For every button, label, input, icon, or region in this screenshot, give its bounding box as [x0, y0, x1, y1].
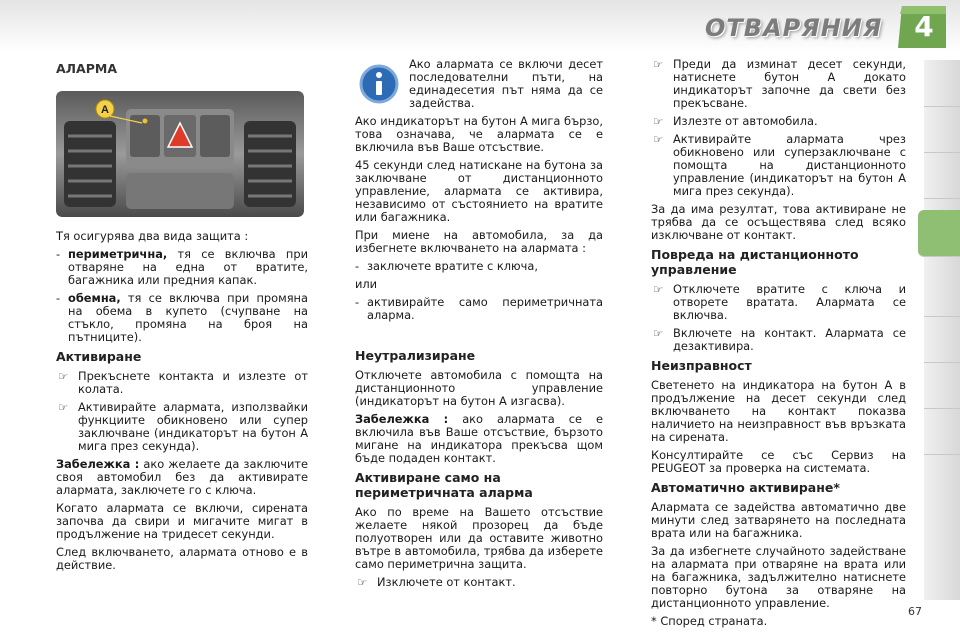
- chapter-title: ОТВАРЯНИЯ: [705, 14, 883, 42]
- info-icon: [355, 58, 409, 110]
- paragraph: При миене на автомобила, за да избегнете включването на алармата :: [355, 228, 603, 255]
- side-tab-8[interactable]: [924, 408, 960, 455]
- step-item: ☞ Прекъснете контакта и излезте от колата.: [58, 369, 308, 396]
- paragraph: Когато алармата се включи, сирената започва да свири и мигачите мигат в продължение на тридесет секунди.: [56, 501, 308, 541]
- section-title-auto-activation: Автоматично активиране*: [651, 480, 840, 495]
- step-item: ☞ Изключете от контакт.: [357, 575, 516, 589]
- photo-button-label: A: [101, 104, 109, 116]
- pointing-hand-icon: ☞: [653, 132, 664, 146]
- side-tab-5[interactable]: [924, 270, 960, 317]
- step-item: ☞ Включете на контакт. Алармата се дезактивира.: [653, 326, 906, 353]
- section-title-remote-fault: Повреда на дистанционното управление: [651, 247, 859, 277]
- section-title-alarm: АЛАРМА: [56, 61, 118, 76]
- paragraph: Светенето на индикатора на бутон А в продължение на десет секунди след включването на контакт показва наличието на неизправност във връзката на сирената.: [651, 378, 906, 444]
- paragraph: За да избегнете случайното задействане на алармата при отваряне на врата или на багажника, задължително натиснете повторно бутона за отваряне на дистанционното управление.: [651, 544, 906, 610]
- section-title-neutralisation: Неутрализиране: [355, 348, 476, 363]
- paragraph: За да има резултат, това активиране не трябва да се осъществява след всяко изключване от контакт.: [651, 202, 906, 242]
- paragraph: Отключете автомобила с помощта на дистанционното управление (индикаторът на бутон А изгасва).: [355, 368, 603, 408]
- or-text: или: [355, 277, 378, 291]
- paragraph: 45 секунди след натискане на бутона за заключване от дистанционното управление, алармата се активира, независимо от състоянието на вратите или багажника.: [355, 158, 603, 224]
- step-item: ☞ Активирайте алармата, използвайки функциите обикновено или супер заключване (индикаторът на бутон А мига през секунда).: [58, 400, 308, 453]
- intro-text: Тя осигурява два вида защита :: [56, 229, 249, 243]
- pointing-hand-icon: ☞: [357, 575, 368, 589]
- footnote: * Според страната.: [651, 614, 768, 628]
- note: Забележка : ако желаете да заключите своя автомобил без да активирате алармата, заключете го с ключа.: [56, 457, 308, 497]
- step-item: ☞ Преди да изминат десет секунди, натиснете бутон А докато индикаторът започне да свети без прекъсване.: [653, 57, 906, 110]
- section-title-malfunction: Неизправност: [651, 358, 752, 373]
- dashboard-photo: [56, 91, 304, 217]
- column-2: [355, 58, 603, 594]
- list-item: - активирайте само периметричната аларма.: [355, 295, 603, 322]
- section-title-activation: Активиране: [56, 349, 142, 364]
- column-3: [651, 58, 906, 633]
- list-item: - периметрична, тя се включва при отваряне на една от вратите, багажника или предния капак.: [56, 247, 308, 287]
- step-item: ☞ Активирайте алармата чрез обикновено или суперзаключване с помощта на дистанционното управление (индикаторът на бутон А мига през секунда).: [653, 132, 906, 198]
- pointing-hand-icon: ☞: [58, 400, 69, 414]
- step-item: ☞ Отключете вратите с ключа и отворете вратата. Алармата се включва.: [653, 282, 906, 322]
- pointing-hand-icon: ☞: [58, 369, 69, 383]
- paragraph: Ако по време на Вашето отсъствие желаете някой прозорец да бъде полуотворен или да оставите животно вътре в автомобила, трябва да изберете само периметрична защита.: [355, 505, 603, 571]
- side-tab-1[interactable]: [924, 60, 960, 107]
- paragraph: Консултирайте се със Сервиз на PEUGEOT за проверка на системата.: [651, 448, 906, 475]
- pointing-hand-icon: ☞: [653, 282, 664, 296]
- page-number: 67: [908, 605, 922, 618]
- paragraph: Ако индикаторът на бутон А мига бързо, това означава, че алармата се е включила във Ваше отсъствие.: [355, 114, 603, 154]
- paragraph: След включването, алармата отново е в действие.: [56, 545, 308, 572]
- step-item: ☞ Излезте от автомобила.: [653, 114, 818, 128]
- side-tab-7[interactable]: [924, 362, 960, 409]
- pointing-hand-icon: ☞: [653, 114, 664, 128]
- side-tab-3[interactable]: [924, 152, 960, 199]
- pointing-hand-icon: ☞: [653, 326, 664, 340]
- pointing-hand-icon: ☞: [653, 57, 664, 71]
- chapter-number: 4: [914, 10, 934, 43]
- column-1: [56, 58, 308, 577]
- paragraph: Алармата се задейства автоматично две минути след затварянето на последната врата или на багажника.: [651, 500, 906, 540]
- info-box: Ако алармата се включи десет последователни пъти, на единадесетия път няма да се задейства.: [355, 58, 603, 110]
- note: Забележка : ако алармата се е включила във Ваше отсъствие, бързото мигане на индикатора прекъсва щом бъде подаден контакт.: [355, 412, 603, 465]
- side-tab-2[interactable]: [924, 106, 960, 153]
- side-tab-6[interactable]: [924, 316, 960, 363]
- list-item: - заключете вратите с ключа,: [355, 259, 538, 273]
- section-title-perimeter: Активиране само на периметричната аларма: [355, 470, 533, 500]
- list-item: - обемна, тя се включва при промяна на обема в купето (счупване на стъкло, промяна на броя на пътниците).: [56, 291, 308, 344]
- side-tab-4-active[interactable]: [918, 210, 960, 257]
